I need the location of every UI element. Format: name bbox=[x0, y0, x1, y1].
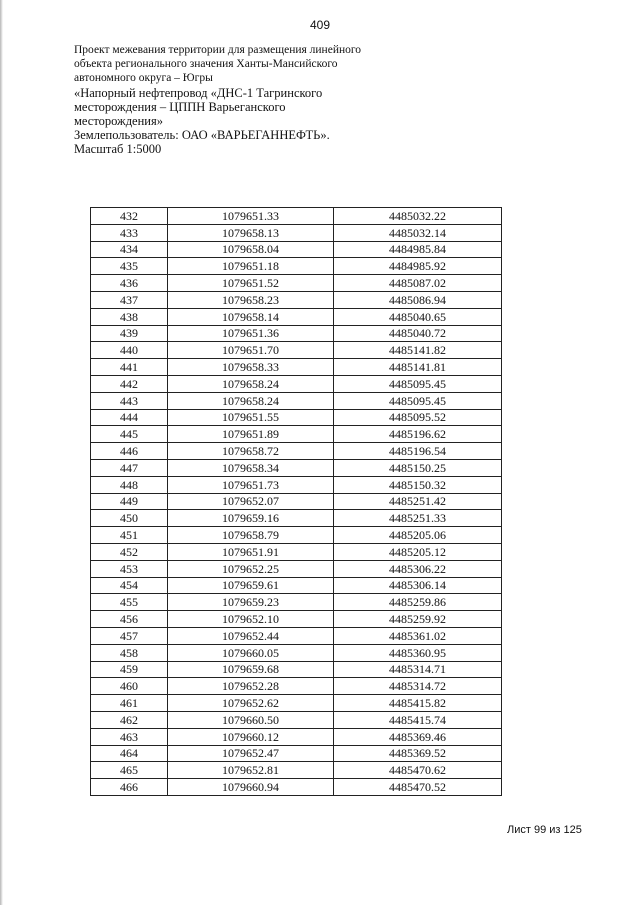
y-coordinate-cell: 4485415.82 bbox=[334, 695, 502, 712]
x-coordinate-cell: 1079652.44 bbox=[168, 627, 334, 644]
y-coordinate-cell: 4485259.86 bbox=[334, 594, 502, 611]
x-coordinate-cell: 1079658.24 bbox=[168, 392, 334, 409]
header-line-4: «Напорный нефтепровод «ДНС-1 Тагринского bbox=[74, 85, 323, 100]
table-row bbox=[91, 258, 502, 275]
x-coordinate-cell: 1079658.72 bbox=[168, 443, 334, 460]
table-row bbox=[91, 409, 502, 426]
x-coordinate-cell: 1079658.14 bbox=[168, 308, 334, 325]
table-row bbox=[91, 443, 502, 460]
y-coordinate-cell: 4485095.52 bbox=[334, 409, 502, 426]
x-coordinate-cell: 1079651.91 bbox=[168, 543, 334, 560]
table-row bbox=[91, 711, 502, 728]
y-coordinate-cell: 4485415.74 bbox=[334, 711, 502, 728]
table-row bbox=[91, 627, 502, 644]
point-number-cell: 435 bbox=[91, 258, 168, 275]
table-row bbox=[91, 359, 502, 376]
table-row bbox=[91, 543, 502, 560]
y-coordinate-cell: 4485086.94 bbox=[334, 291, 502, 308]
x-coordinate-cell: 1079652.25 bbox=[168, 560, 334, 577]
table-row bbox=[91, 493, 502, 510]
x-coordinate-cell: 1079652.07 bbox=[168, 493, 334, 510]
header-line-8: Масштаб 1:5000 bbox=[74, 142, 162, 157]
x-coordinate-cell: 1079652.28 bbox=[168, 678, 334, 695]
point-number-cell: 433 bbox=[91, 224, 168, 241]
point-number-cell: 447 bbox=[91, 459, 168, 476]
table-row bbox=[91, 661, 502, 678]
point-number-cell: 460 bbox=[91, 678, 168, 695]
x-coordinate-cell: 1079658.13 bbox=[168, 224, 334, 241]
point-number-cell: 443 bbox=[91, 392, 168, 409]
y-coordinate-cell: 4484985.84 bbox=[334, 241, 502, 258]
y-coordinate-cell: 4485314.72 bbox=[334, 678, 502, 695]
header-line-2: объекта регионального значения Ханты-Мансийского bbox=[74, 58, 338, 71]
point-number-cell: 436 bbox=[91, 275, 168, 292]
point-number-cell: 434 bbox=[91, 241, 168, 258]
point-number-cell: 457 bbox=[91, 627, 168, 644]
table-row bbox=[91, 779, 502, 796]
y-coordinate-cell: 4485314.71 bbox=[334, 661, 502, 678]
table-row bbox=[91, 291, 502, 308]
y-coordinate-cell: 4485470.52 bbox=[334, 779, 502, 796]
header-line-3: автономного округа – Югры bbox=[74, 72, 213, 85]
point-number-cell: 466 bbox=[91, 779, 168, 796]
point-number-cell: 455 bbox=[91, 594, 168, 611]
table-row bbox=[91, 695, 502, 712]
point-number-cell: 432 bbox=[91, 208, 168, 225]
x-coordinate-cell: 1079660.94 bbox=[168, 779, 334, 796]
table-row bbox=[91, 762, 502, 779]
y-coordinate-cell: 4485196.62 bbox=[334, 426, 502, 443]
header-line-5: месторождения – ЦППН Варьеганского bbox=[74, 99, 286, 114]
table-row bbox=[91, 728, 502, 745]
x-coordinate-cell: 1079652.62 bbox=[168, 695, 334, 712]
y-coordinate-cell: 4485251.33 bbox=[334, 510, 502, 527]
y-coordinate-cell: 4485369.46 bbox=[334, 728, 502, 745]
x-coordinate-cell: 1079651.73 bbox=[168, 476, 334, 493]
point-number-cell: 446 bbox=[91, 443, 168, 460]
y-coordinate-cell: 4485360.95 bbox=[334, 644, 502, 661]
point-number-cell: 454 bbox=[91, 577, 168, 594]
y-coordinate-cell: 4485141.81 bbox=[334, 359, 502, 376]
point-number-cell: 439 bbox=[91, 325, 168, 342]
y-coordinate-cell: 4485150.25 bbox=[334, 459, 502, 476]
point-number-cell: 451 bbox=[91, 527, 168, 544]
point-number-cell: 445 bbox=[91, 426, 168, 443]
point-number-cell: 464 bbox=[91, 745, 168, 762]
point-number-cell: 441 bbox=[91, 359, 168, 376]
point-number-cell: 461 bbox=[91, 695, 168, 712]
table-row bbox=[91, 527, 502, 544]
x-coordinate-cell: 1079658.23 bbox=[168, 291, 334, 308]
point-number-cell: 437 bbox=[91, 291, 168, 308]
point-number-cell: 453 bbox=[91, 560, 168, 577]
table-row bbox=[91, 224, 502, 241]
x-coordinate-cell: 1079658.79 bbox=[168, 527, 334, 544]
header-line-1: Проект межевания территории для размещения линейного bbox=[74, 44, 362, 56]
x-coordinate-cell: 1079652.81 bbox=[168, 762, 334, 779]
y-coordinate-cell: 4485251.42 bbox=[334, 493, 502, 510]
y-coordinate-cell: 4485141.82 bbox=[334, 342, 502, 359]
y-coordinate-cell: 4484985.92 bbox=[334, 258, 502, 275]
table-row bbox=[91, 611, 502, 628]
point-number-cell: 444 bbox=[91, 409, 168, 426]
x-coordinate-cell: 1079651.36 bbox=[168, 325, 334, 342]
table-row bbox=[91, 577, 502, 594]
point-number-cell: 465 bbox=[91, 762, 168, 779]
x-coordinate-cell: 1079651.70 bbox=[168, 342, 334, 359]
table-row bbox=[91, 208, 502, 225]
table-row bbox=[91, 678, 502, 695]
y-coordinate-cell: 4485087.02 bbox=[334, 275, 502, 292]
y-coordinate-cell: 4485369.52 bbox=[334, 745, 502, 762]
y-coordinate-cell: 4485196.54 bbox=[334, 443, 502, 460]
x-coordinate-cell: 1079658.33 bbox=[168, 359, 334, 376]
x-coordinate-cell: 1079660.05 bbox=[168, 644, 334, 661]
x-coordinate-cell: 1079651.52 bbox=[168, 275, 334, 292]
table-row bbox=[91, 375, 502, 392]
page-number: 409 bbox=[309, 18, 331, 32]
x-coordinate-cell: 1079652.47 bbox=[168, 745, 334, 762]
sheet-counter: Лист 99 из 125 bbox=[507, 824, 582, 836]
point-number-cell: 438 bbox=[91, 308, 168, 325]
point-number-cell: 452 bbox=[91, 543, 168, 560]
point-number-cell: 442 bbox=[91, 375, 168, 392]
table-row bbox=[91, 342, 502, 359]
x-coordinate-cell: 1079651.89 bbox=[168, 426, 334, 443]
x-coordinate-cell: 1079659.68 bbox=[168, 661, 334, 678]
x-coordinate-cell: 1079651.18 bbox=[168, 258, 334, 275]
point-number-cell: 459 bbox=[91, 661, 168, 678]
y-coordinate-cell: 4485205.06 bbox=[334, 527, 502, 544]
document-header bbox=[74, 43, 404, 157]
coordinates-table-body bbox=[91, 208, 502, 796]
point-number-cell: 456 bbox=[91, 611, 168, 628]
table-row bbox=[91, 241, 502, 258]
point-number-cell: 449 bbox=[91, 493, 168, 510]
table-row bbox=[91, 510, 502, 527]
table-row bbox=[91, 426, 502, 443]
y-coordinate-cell: 4485306.22 bbox=[334, 560, 502, 577]
point-number-cell: 450 bbox=[91, 510, 168, 527]
point-number-cell: 463 bbox=[91, 728, 168, 745]
scan-edge bbox=[0, 0, 3, 905]
x-coordinate-cell: 1079659.16 bbox=[168, 510, 334, 527]
point-number-cell: 462 bbox=[91, 711, 168, 728]
table-row bbox=[91, 644, 502, 661]
x-coordinate-cell: 1079658.24 bbox=[168, 375, 334, 392]
y-coordinate-cell: 4485040.65 bbox=[334, 308, 502, 325]
table-row bbox=[91, 476, 502, 493]
y-coordinate-cell: 4485095.45 bbox=[334, 375, 502, 392]
header-line-6: месторождения» bbox=[74, 114, 163, 129]
y-coordinate-cell: 4485095.45 bbox=[334, 392, 502, 409]
x-coordinate-cell: 1079660.50 bbox=[168, 711, 334, 728]
point-number-cell: 448 bbox=[91, 476, 168, 493]
y-coordinate-cell: 4485205.12 bbox=[334, 543, 502, 560]
y-coordinate-cell: 4485306.14 bbox=[334, 577, 502, 594]
y-coordinate-cell: 4485470.62 bbox=[334, 762, 502, 779]
point-number-cell: 458 bbox=[91, 644, 168, 661]
table-row bbox=[91, 745, 502, 762]
point-number-cell: 440 bbox=[91, 342, 168, 359]
table-row bbox=[91, 392, 502, 409]
y-coordinate-cell: 4485259.92 bbox=[334, 611, 502, 628]
y-coordinate-cell: 4485032.14 bbox=[334, 224, 502, 241]
table-row bbox=[91, 560, 502, 577]
x-coordinate-cell: 1079659.23 bbox=[168, 594, 334, 611]
y-coordinate-cell: 4485150.32 bbox=[334, 476, 502, 493]
table-row bbox=[91, 325, 502, 342]
table-row bbox=[91, 308, 502, 325]
table-row bbox=[91, 275, 502, 292]
table-row bbox=[91, 594, 502, 611]
x-coordinate-cell: 1079652.10 bbox=[168, 611, 334, 628]
x-coordinate-cell: 1079651.55 bbox=[168, 409, 334, 426]
x-coordinate-cell: 1079659.61 bbox=[168, 577, 334, 594]
y-coordinate-cell: 4485040.72 bbox=[334, 325, 502, 342]
y-coordinate-cell: 4485361.02 bbox=[334, 627, 502, 644]
x-coordinate-cell: 1079658.04 bbox=[168, 241, 334, 258]
y-coordinate-cell: 4485032.22 bbox=[334, 208, 502, 225]
x-coordinate-cell: 1079651.33 bbox=[168, 208, 334, 225]
table-row bbox=[91, 459, 502, 476]
coordinates-table bbox=[90, 207, 502, 796]
header-line-7: Землепользователь: ОАО «ВАРЬЕГАННЕФТЬ». bbox=[74, 128, 330, 143]
x-coordinate-cell: 1079660.12 bbox=[168, 728, 334, 745]
x-coordinate-cell: 1079658.34 bbox=[168, 459, 334, 476]
